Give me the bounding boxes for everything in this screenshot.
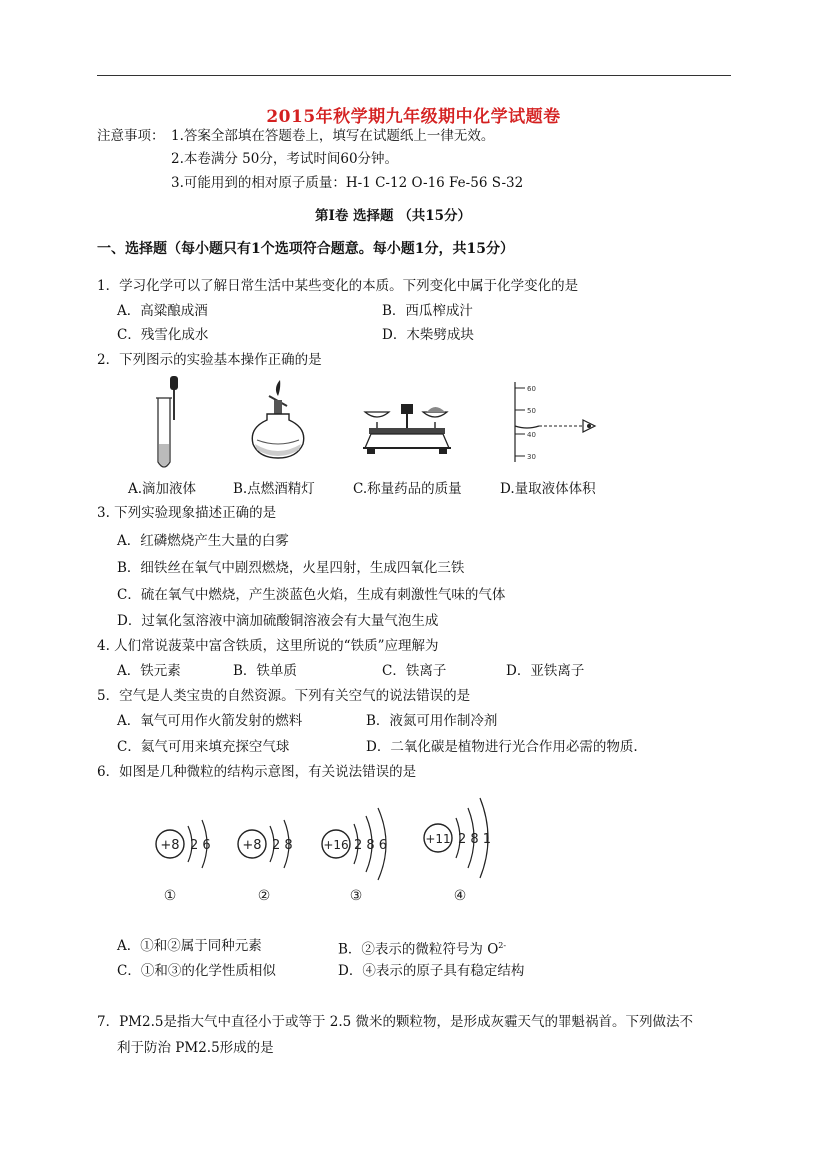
diagram-2-shells: 2 8 — [272, 838, 293, 853]
q3-option-b: B．细铁丝在氧气中剧烈燃烧，火星四射，生成四氧化三铁 — [117, 560, 465, 576]
exam-title: 2015年秋学期九年级期中化学试题卷 — [266, 107, 561, 127]
q5-option-b: B．液氮可用作制冷剂 — [366, 713, 498, 729]
notes-label: 注意事项： — [97, 128, 165, 144]
diagram-4-label: ④ — [453, 888, 467, 904]
section-title: 第Ⅰ卷 选择题 （共15分） — [315, 208, 472, 224]
dropper-test-tube-figure — [148, 374, 198, 474]
q6-option-d: D．④表示的原子具有稳定结构 — [338, 963, 525, 979]
q2-option-a: A.滴加液体 — [128, 481, 197, 497]
q7-stem-line2: 利于防治 PM2.5形成的是 — [117, 1040, 274, 1056]
diagram-2-label: ② — [257, 888, 271, 904]
atom-diagram-4 — [424, 798, 491, 904]
q6-stem: 6．如图是几种微粒的结构示意图，有关说法错误的是 — [97, 764, 417, 780]
note-item-2: 2.本卷满分 50分，考试时间60分钟。 — [171, 151, 399, 167]
q1-option-a: A．高粱酿成酒 — [117, 303, 208, 319]
q6-option-a: A．①和②属于同种元素 — [117, 938, 262, 954]
q1-stem: 1．学习化学可以了解日常生活中某些变化的本质。下列变化中属于化学变化的是 — [97, 278, 579, 294]
balance-scale-figure — [361, 398, 453, 462]
atom-diagram-2 — [238, 820, 293, 904]
note-item-3: 3.可能用到的相对原子质量：H-1 C-12 O-16 Fe-56 S-32 — [171, 175, 524, 191]
cylinder-mark-50: 50 — [527, 407, 536, 415]
atomic-structure-diagrams — [150, 790, 500, 910]
q4-option-b: B．铁单质 — [233, 663, 297, 679]
diagram-4-shells: 2 8 1 — [458, 832, 492, 847]
q3-option-d: D．过氧化氢溶液中滴加硫酸铜溶液会有大量气泡生成 — [117, 613, 439, 629]
diagram-1-nucleus: +8 — [160, 838, 180, 853]
q6-option-c: C．①和③的化学性质相似 — [117, 963, 276, 979]
q4-option-a: A．铁元素 — [117, 663, 181, 679]
diagram-3-label: ③ — [349, 888, 363, 904]
q2-stem: 2．下列图示的实验基本操作正确的是 — [97, 352, 322, 368]
q5-stem: 5．空气是人类宝贵的自然资源。下列有关空气的说法错误的是 — [97, 688, 471, 704]
q2-option-d: D.量取液体体积 — [500, 481, 596, 497]
q6-option-b — [338, 937, 506, 959]
q3-option-c: C．硫在氧气中燃烧，产生淡蓝色火焰，生成有刺激性气味的气体 — [117, 587, 506, 603]
q1-option-b: B．西瓜榨成汁 — [382, 303, 473, 319]
q1-option-c: C．残雪化成水 — [117, 327, 209, 343]
q4-stem: 4. 人们常说菠菜中富含铁质，这里所说的“铁质”应理解为 — [97, 638, 439, 654]
cylinder-mark-40: 40 — [527, 431, 536, 439]
q6-option-b-text: B．②表示的微粒符号为 O — [338, 941, 499, 958]
diagram-4-nucleus: +11 — [425, 832, 451, 846]
cylinder-mark-30: 30 — [527, 453, 536, 461]
graduated-cylinder-figure — [505, 380, 605, 464]
note-item-1: 1.答案全部填在答题卷上，填写在试题纸上一律无效。 — [171, 128, 495, 144]
q2-option-c: C.称量药品的质量 — [353, 481, 462, 497]
diagram-3-shells: 2 8 6 — [354, 838, 388, 853]
q7-stem-line1: 7．PM2.5是指大气中直径小于或等于 2.5 微米的颗粒物，是形成灰霾天气的罪魁祸首。下列做法不 — [97, 1014, 694, 1030]
q5-option-a: A．氧气可用作火箭发射的燃料 — [117, 713, 303, 729]
q1-option-d: D．木柴劈成块 — [382, 327, 474, 343]
diagram-3-nucleus: +16 — [323, 838, 349, 852]
header-rule — [97, 75, 731, 76]
atom-diagram-3 — [322, 808, 387, 904]
cylinder-mark-60: 60 — [527, 385, 536, 393]
q5-option-c: C．氦气可用来填充探空气球 — [117, 739, 290, 755]
q3-option-a: A．红磷燃烧产生大量的白雾 — [117, 533, 289, 549]
diagram-1-shells: 2 6 — [190, 838, 211, 853]
q5-option-d: D．二氧化碳是植物进行光合作用必需的物质. — [366, 739, 638, 755]
q3-stem: 3. 下列实验现象描述正确的是 — [97, 505, 277, 521]
q2-option-b: B.点燃酒精灯 — [233, 481, 315, 497]
part1-heading: 一、选择题（每小题只有1个选项符合题意。每小题1分，共15分） — [97, 241, 514, 257]
q4-option-c: C．铁离子 — [382, 663, 447, 679]
alcohol-lamp-figure — [247, 378, 309, 462]
diagram-1-label: ① — [163, 888, 177, 904]
atom-diagram-1 — [156, 820, 211, 904]
q4-option-d: D．亚铁离子 — [506, 663, 585, 679]
q6-option-b-superscript: 2- — [498, 941, 507, 950]
diagram-2-nucleus: +8 — [242, 838, 262, 853]
